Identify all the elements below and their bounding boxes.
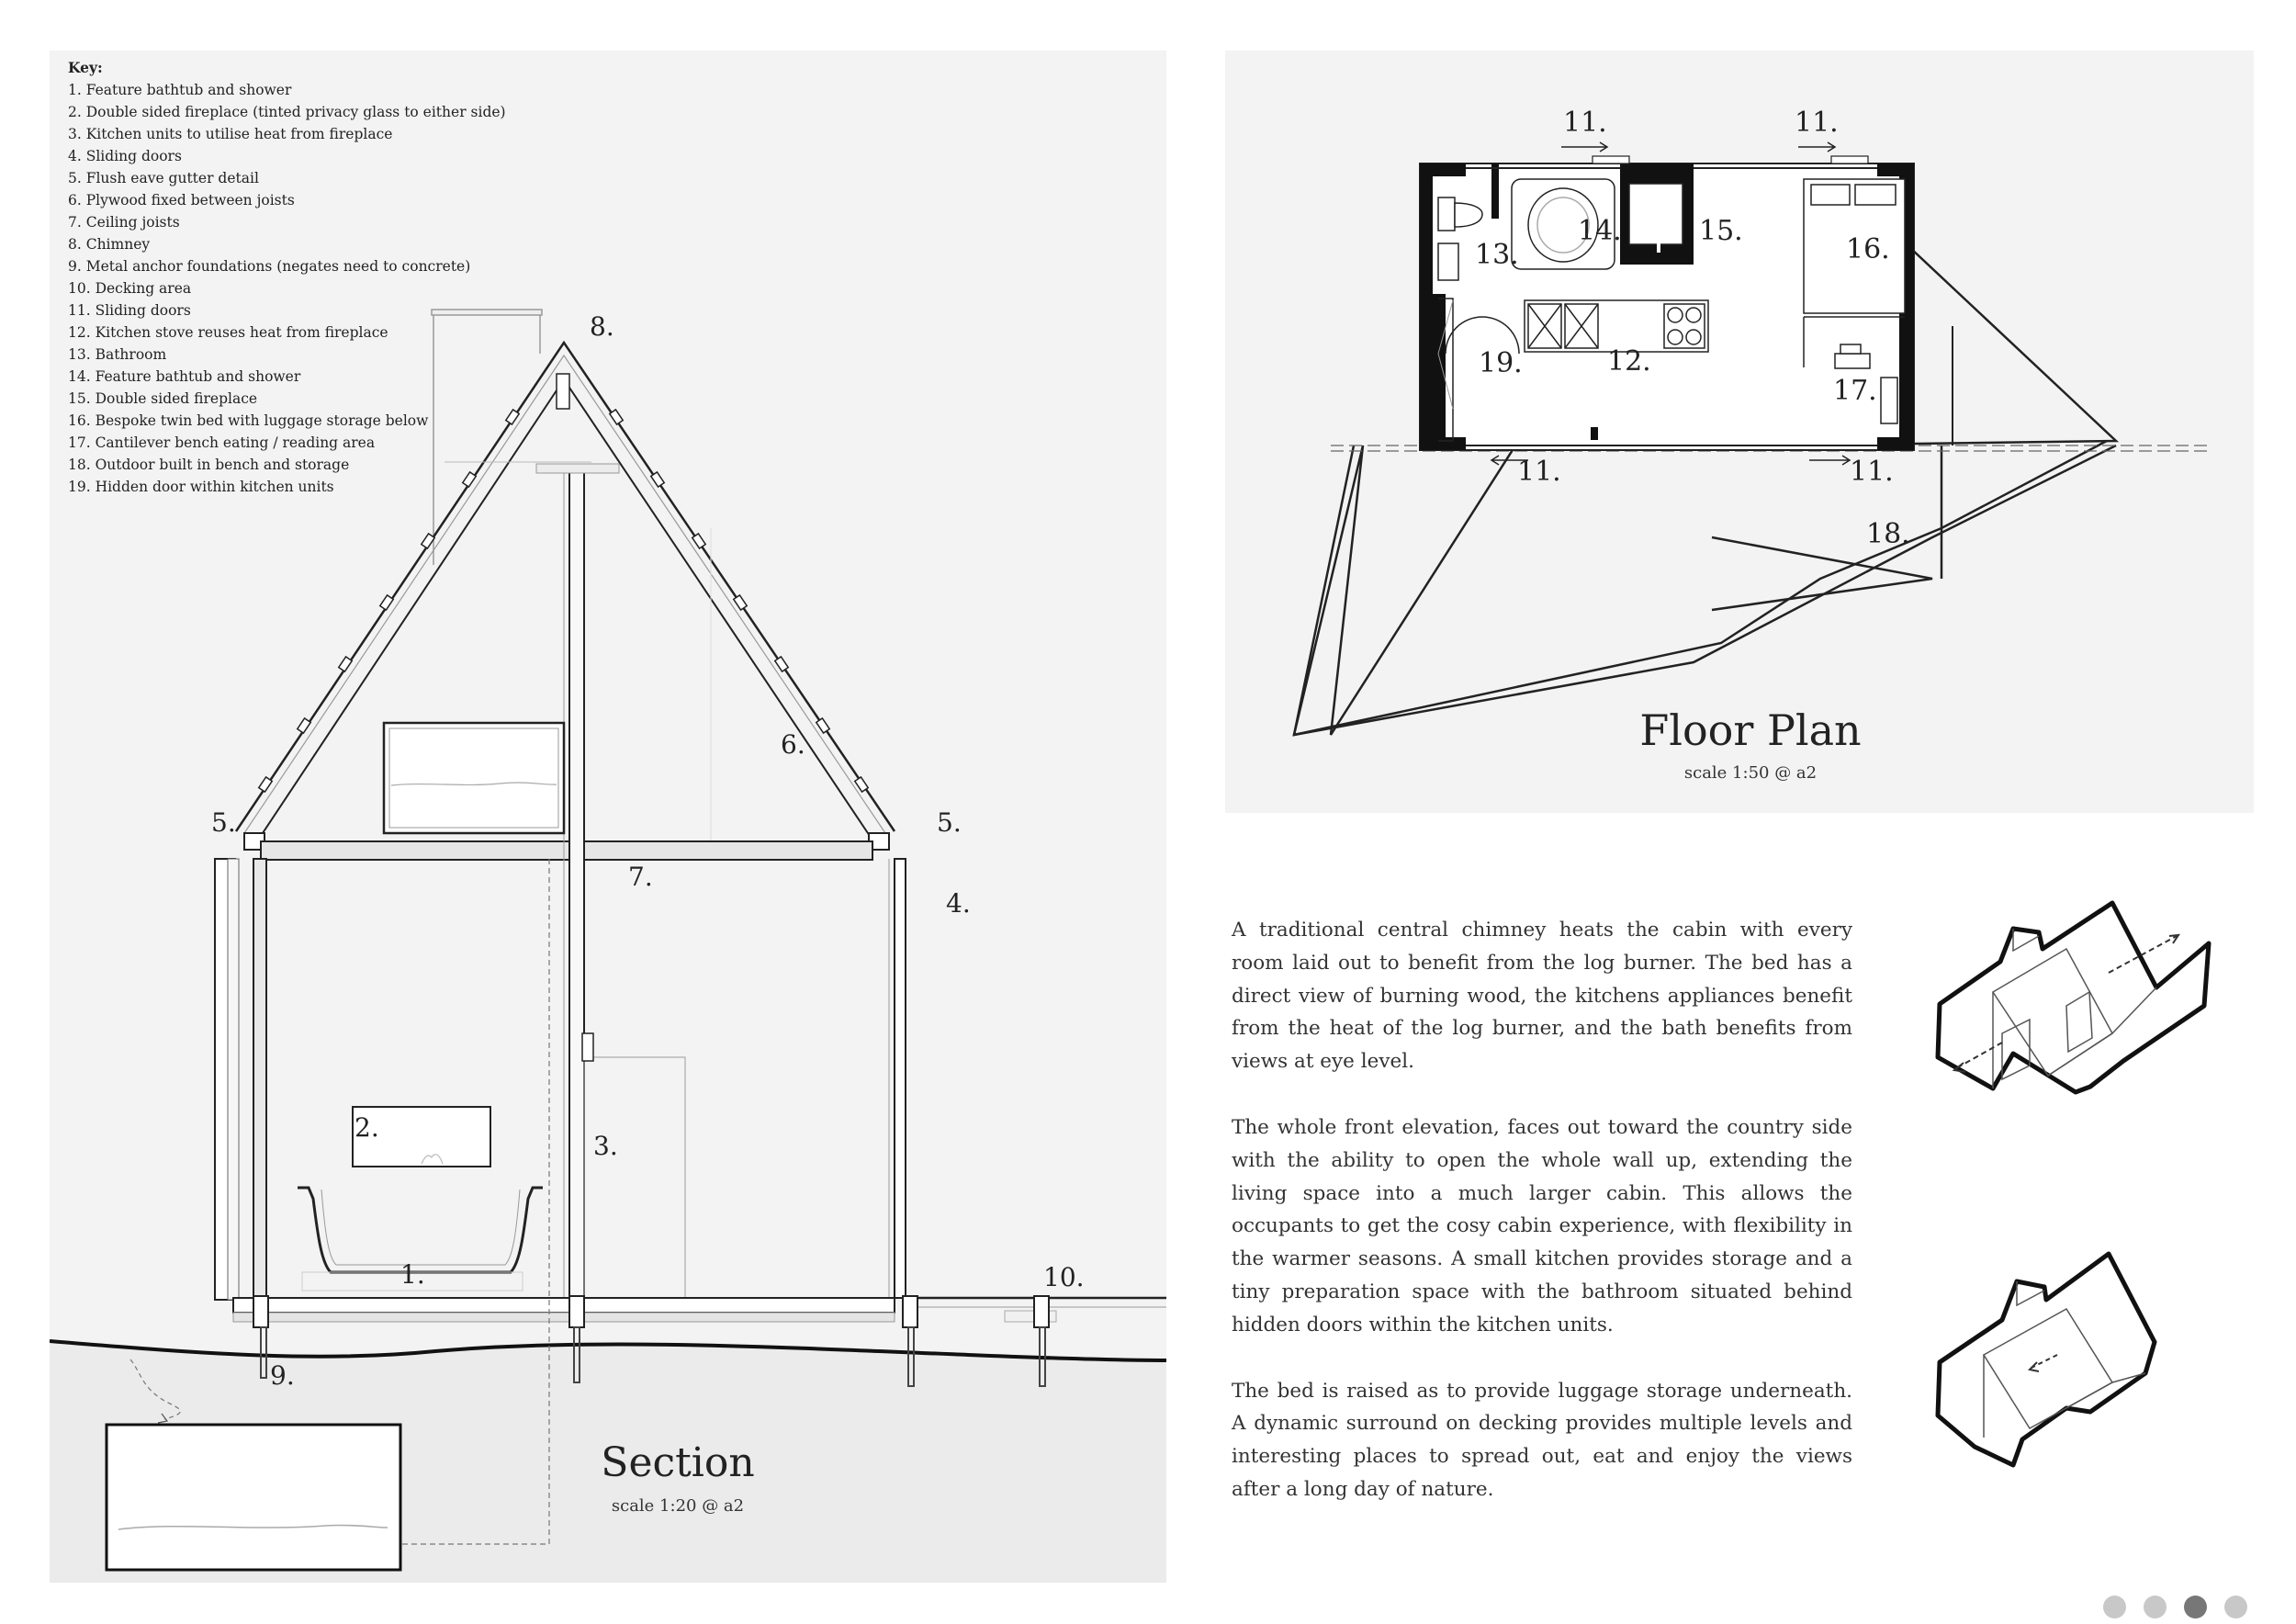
key-item: 6. Plywood fixed between joists (68, 192, 295, 209)
section-label-3: 3. (593, 1131, 618, 1161)
plan-label-12: 12. (1607, 345, 1651, 378)
plan-label-11-top-left: 11. (1563, 107, 1607, 139)
page-dot-2[interactable] (2144, 1596, 2167, 1618)
description-paragraph: The whole front elevation, faces out toward the country side with the ability to open the whole wall up, extending the living space into a much larger cabin. This allows the occupants to get the cosy cabin experience, with flexibility in the warmer seasons. A small kitchen provides storage and a tiny preparation space with the bathroom situated behind hidden doors within the kitchen units. (1232, 1115, 1852, 1336)
ceiling-joist (261, 841, 872, 860)
section-label-9: 9. (270, 1360, 295, 1391)
kitchen-unit (584, 1057, 685, 1298)
plan-label-15: 15. (1699, 215, 1743, 247)
floor-plan-title: Floor Plan (1639, 705, 1862, 755)
description-paragraph: The bed is raised as to provide luggage storage underneath. A dynamic surround on decking provides multiple levels and interesting places to spread out, eat and enjoy the views after a long day of nature. (1232, 1379, 1852, 1501)
axonometric-open (1938, 903, 2209, 1092)
floor-plan-scale: scale 1:50 @ a2 (1683, 763, 1818, 783)
key-item: 8. Chimney (68, 236, 151, 253)
key-item: 3. Kitchen units to utilise heat from fireplace (68, 126, 393, 142)
page-indicator (2103, 1596, 2247, 1618)
key-item: 4. Sliding doors (68, 148, 182, 164)
section-label-4: 4. (946, 888, 971, 919)
plan-label-18: 18. (1866, 518, 1910, 550)
axonometric-diagrams (1929, 896, 2223, 1520)
section-label-6: 6. (781, 729, 805, 760)
plan-label-19: 19. (1479, 347, 1523, 379)
section-drawing-panel (50, 51, 1166, 1583)
description-paragraph: A traditional central chimney heats the cabin with every room laid out to benefit from the log burner. The bed has a direct view of burning wood, the kitchens appliances benefit from the heat of the log burner, and the bath benefits from views at eye level. (1232, 919, 1852, 1074)
key-item: 10. Decking area (68, 280, 192, 297)
kitchen-stove (582, 1033, 593, 1061)
key-title: Key: (68, 59, 103, 76)
key-item: 12. Kitchen stove reuses heat from fireplace (68, 324, 388, 341)
section-label-7: 7. (628, 862, 653, 892)
page-dot-3-active[interactable] (2184, 1596, 2207, 1618)
section-label-5-left: 5. (211, 807, 236, 838)
kitchen-units (1525, 300, 1708, 352)
left-wall (215, 859, 266, 1300)
floor (233, 1298, 895, 1322)
key-item: 14. Feature bathtub and shower (68, 368, 301, 385)
key-item: 11. Sliding doors (68, 302, 191, 319)
right-wall (889, 859, 906, 1298)
plan-label-17: 17. (1833, 375, 1877, 407)
key-item: 13. Bathroom (68, 346, 167, 363)
page-dot-4[interactable] (2224, 1596, 2247, 1618)
key-item: 19. Hidden door within kitchen units (68, 479, 334, 495)
plan-label-13: 13. (1475, 239, 1519, 271)
section-scale: scale 1:20 @ a2 (611, 1496, 745, 1516)
key-item: 7. Ceiling joists (68, 214, 180, 231)
floor-plan-panel (1225, 51, 2254, 813)
section-label-2: 2. (355, 1112, 379, 1143)
plan-label-16: 16. (1846, 233, 1890, 265)
plan-label-14: 14. (1578, 215, 1622, 247)
key-item: 18. Outdoor built in bench and storage (68, 457, 350, 473)
page-dot-1[interactable] (2103, 1596, 2126, 1618)
key-item: 16. Bespoke twin bed with luggage storage below (68, 412, 429, 429)
section-label-5-right: 5. (937, 807, 962, 838)
description-text (1232, 914, 1852, 1539)
section-label-1: 1. (400, 1259, 425, 1290)
key-item: 15. Double sided fireplace (68, 390, 258, 407)
key-legend (68, 57, 506, 498)
section-label-8: 8. (590, 311, 614, 342)
key-item: 1. Feature bathtub and shower (68, 82, 292, 98)
section-label-10: 10. (1043, 1262, 1085, 1292)
floor-plan-drawing (1225, 51, 2254, 813)
attic-window (384, 723, 564, 833)
key-item: 9. Metal anchor foundations (negates need to concrete) (68, 258, 471, 275)
section-title: Section (601, 1439, 755, 1486)
plan-label-11-top-right: 11. (1795, 107, 1839, 139)
plan-label-11-bottom-left: 11. (1517, 456, 1561, 488)
key-item: 2. Double sided fireplace (tinted privacy glass to either side) (68, 104, 506, 120)
key-item: 5. Flush eave gutter detail (68, 170, 259, 186)
plan-label-11-bottom-right: 11. (1850, 456, 1894, 488)
key-item: 17. Cantilever bench eating / reading area (68, 434, 376, 451)
